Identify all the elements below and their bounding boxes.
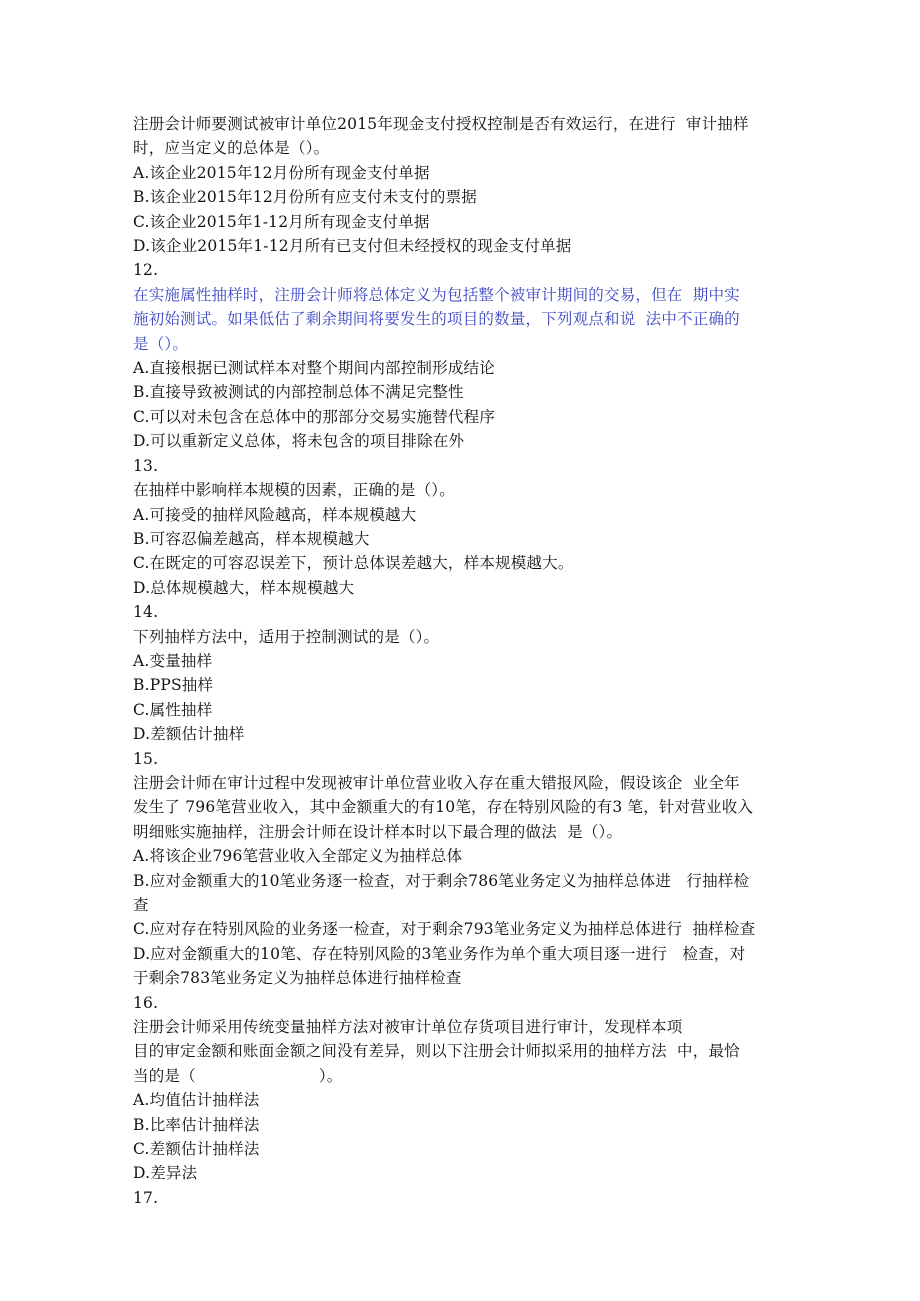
option-c: C.应对存在特别风险的业务逐一检查，对于剩余793笔业务定义为抽样总体进行 抽样检查 — [133, 920, 756, 939]
option-a: A.均值估计抽样法 — [133, 1091, 260, 1110]
question-text: 发生了 796笔营业收入，其中金额重大的有10笔，存在特别风险的有3 笔，针对营业收入 — [133, 798, 754, 817]
question-text: 在抽样中影响样本规模的因素，正确的是（）。 — [133, 481, 455, 500]
option-a: A.可接受的抽样风险越高，样本规模越大 — [133, 505, 417, 524]
question-text-highlighted: 是（）。 — [133, 334, 189, 353]
option-b: B.可容忍偏差越高，样本规模越大 — [133, 529, 370, 548]
option-a: A.直接根据已测试样本对整个期间内部控制形成结论 — [133, 359, 495, 378]
option-b: B.该企业2015年12月份所有应支付未支付的票据 — [133, 188, 477, 207]
option-a: A.变量抽样 — [133, 651, 213, 670]
question-text: 注册会计师在审计过程中发现被审计单位营业收入存在重大错报风险，假设该企 业全年 — [133, 773, 740, 792]
option-d: D.可以重新定义总体，将未包含的项目排除在外 — [133, 432, 465, 451]
question-text-highlighted: 施初始测试。如果低估了剩余期间将要发生的项目的数量，下列观点和说 法中不正确的 — [133, 310, 740, 329]
option-d-continued: 于剩余783笔业务定义为抽样总体进行抽样检查 — [133, 969, 462, 988]
option-c: C.该企业2015年1-12月所有现金支付单据 — [133, 212, 430, 231]
option-a: A.将该企业796笔营业收入全部定义为抽样总体 — [133, 847, 463, 866]
option-c: C.差额估计抽样法 — [133, 1140, 260, 1159]
option-c: C.属性抽样 — [133, 700, 213, 719]
option-c: C.可以对未包含在总体中的那部分交易实施替代程序 — [133, 407, 496, 426]
option-d: D.该企业2015年1-12月所有已支付但未经授权的现金支付单据 — [133, 237, 572, 256]
option-b: B.直接导致被测试的内部控制总体不满足完整性 — [133, 383, 464, 402]
option-d: D.差异法 — [133, 1164, 198, 1183]
option-d: D.总体规模越大，样本规模越大 — [133, 578, 355, 597]
option-d: D.差额估计抽样 — [133, 725, 245, 744]
question-number: 17. — [133, 1188, 159, 1207]
question-text: 注册会计师采用传统变量抽样方法对被审计单位存货项目进行审计，发现样本项 — [133, 1018, 683, 1037]
question-number: 16. — [133, 993, 159, 1012]
option-b: B.比率估计抽样法 — [133, 1115, 260, 1134]
question-number: 12. — [133, 261, 159, 280]
document-body — [133, 112, 793, 1210]
question-text: 目的审定金额和账面金额之间没有差异，则以下注册会计师拟采用的抽样方法 中，最恰 — [133, 1042, 740, 1061]
option-a: A.该企业2015年12月份所有现金支付单据 — [133, 163, 430, 182]
question-number: 13. — [133, 456, 159, 475]
question-text-highlighted: 在实施属性抽样时，注册会计师将总体定义为包括整个被审计期间的交易，但在 期中实 — [133, 285, 740, 304]
option-b-continued: 查 — [133, 896, 149, 914]
option-c: C.在既定的可容忍误差下，预计总体误差越大，样本规模越大。 — [133, 554, 574, 573]
question-number: 14. — [133, 603, 159, 622]
text-line: 时，应当定义的总体是（）。 — [133, 139, 330, 158]
option-b: B.PPS抽样 — [133, 676, 214, 695]
option-d: D.应对金额重大的10笔、存在特别风险的3笔业务作为单个重大项目逐一进行 检查，对 — [133, 944, 746, 963]
question-text: 下列抽样方法中，适用于控制测试的是（）。 — [133, 627, 440, 646]
text-line: 注册会计师要测试被审计单位2015年现金支付授权控制是否有效运行，在进行 审计抽样 — [133, 115, 749, 133]
question-number: 15. — [133, 749, 159, 768]
question-text: 当的是（ ）。 — [133, 1066, 343, 1085]
option-b: B.应对金额重大的10笔业务逐一检查，对于剩余786笔业务定义为抽样总体进 行抽样检 — [133, 871, 750, 890]
question-text: 明细账实施抽样，注册会计师在设计样本时以下最合理的做法 是（）。 — [133, 822, 623, 841]
